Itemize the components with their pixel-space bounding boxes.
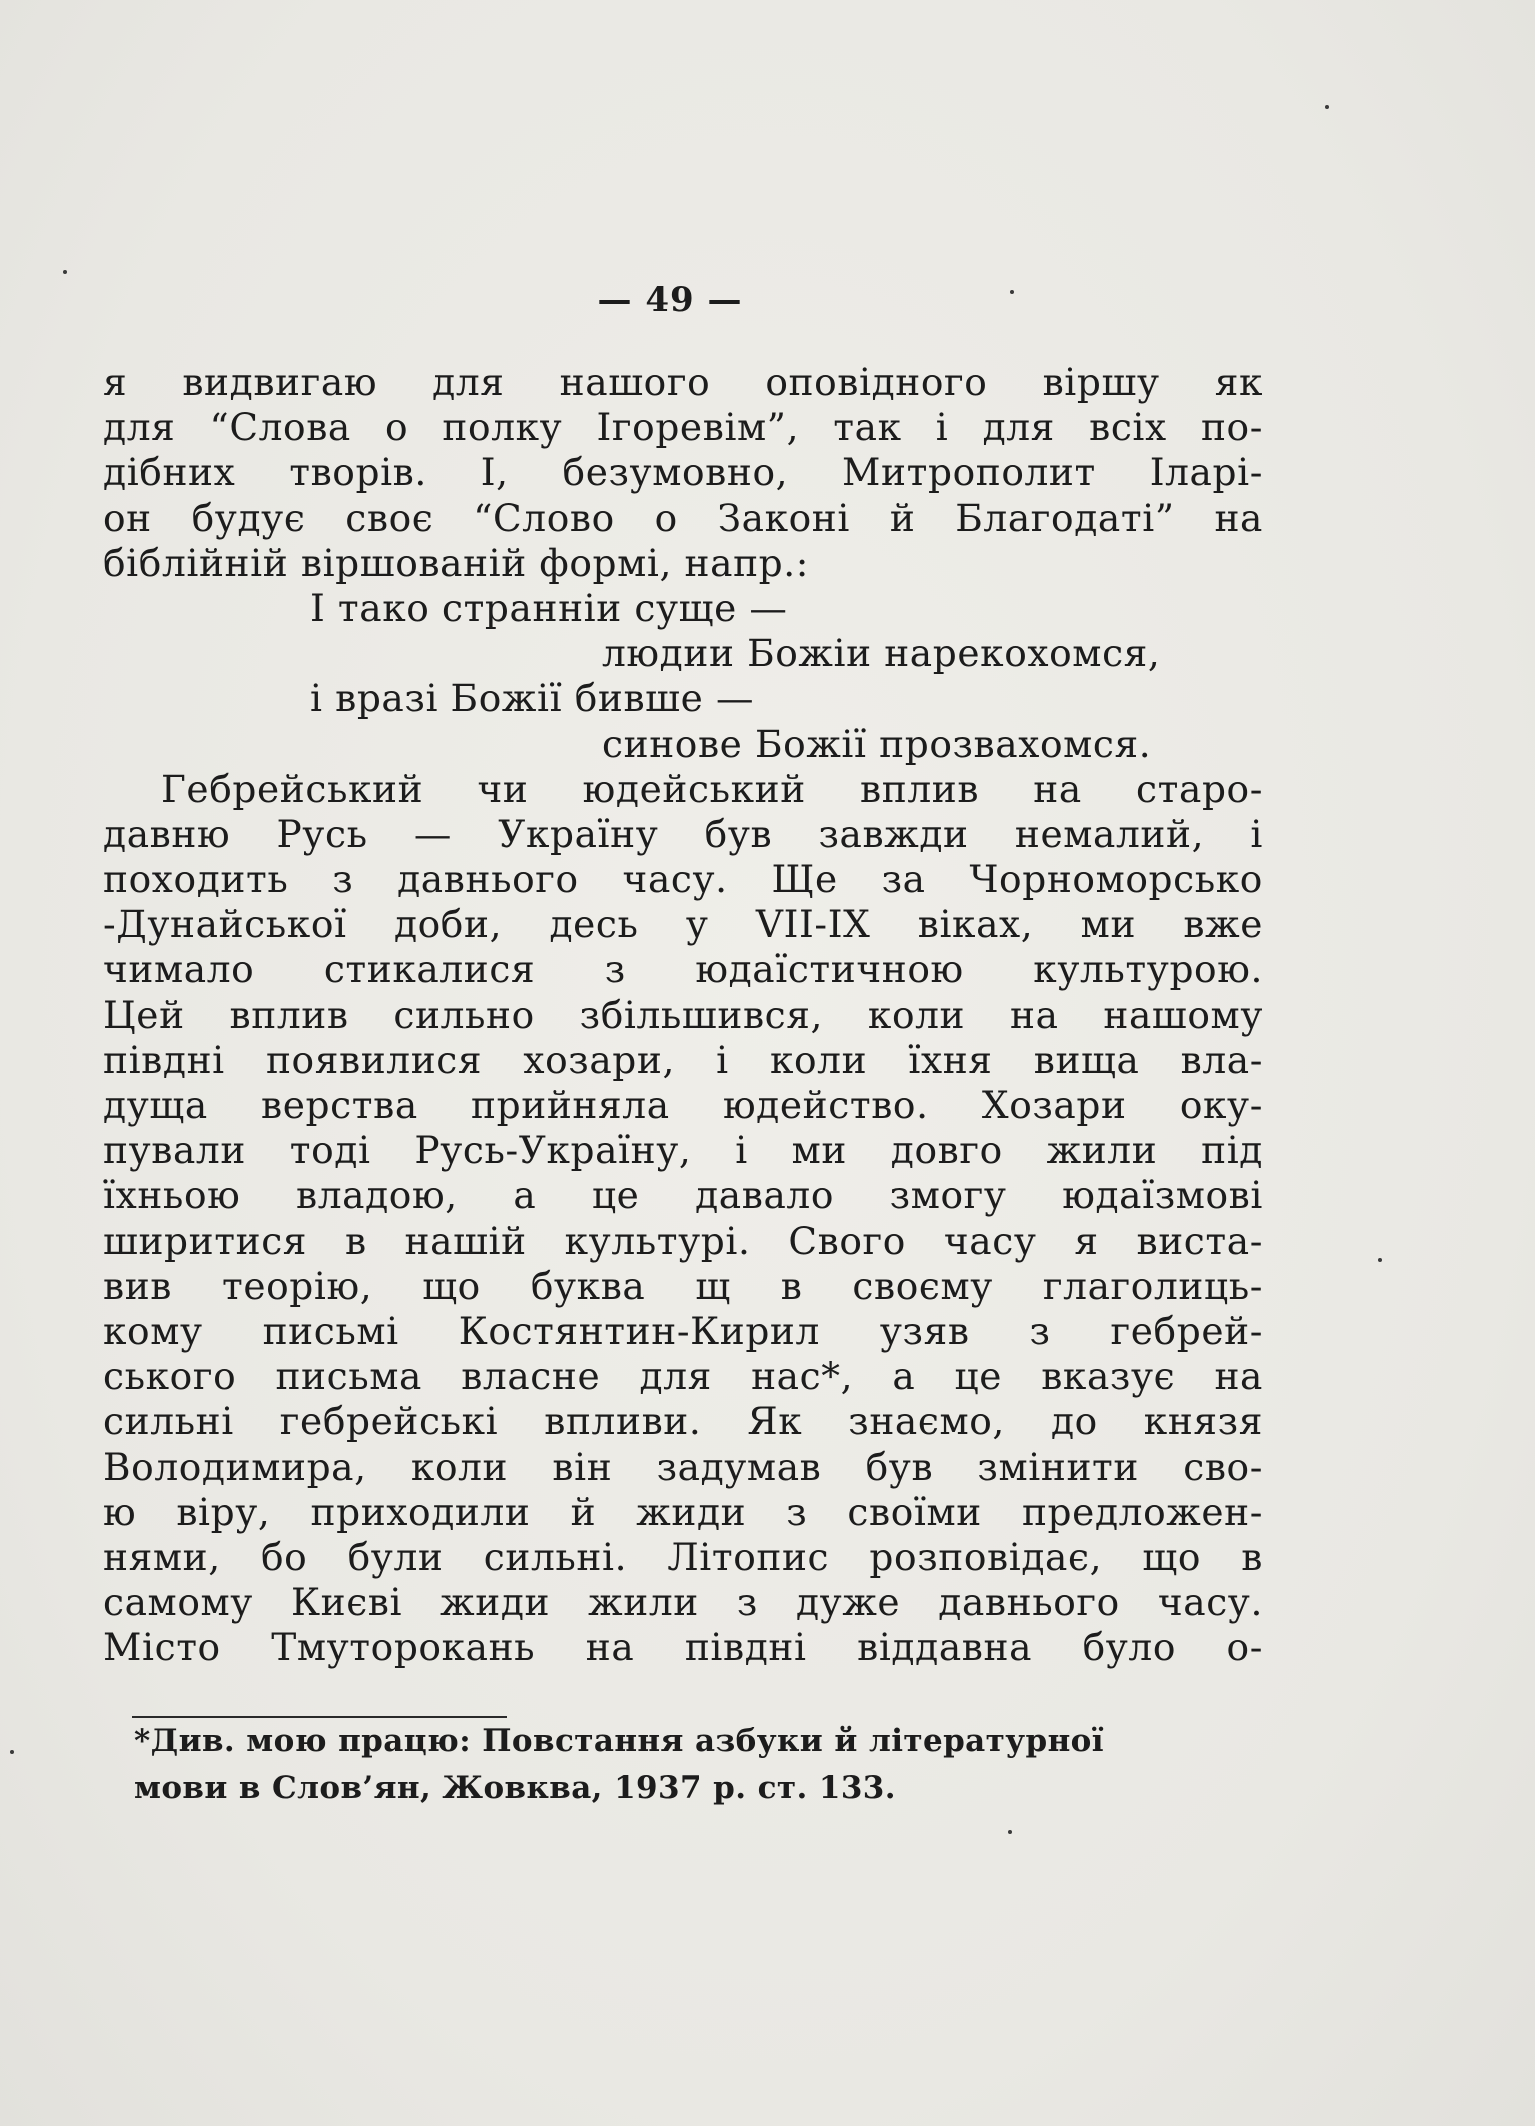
text-line: півдні появилися хозари, і коли їхня вища вла- xyxy=(103,1037,1263,1082)
text-line: -Дунайської доби, десь у VII-IX віках, ми вже xyxy=(103,902,1263,947)
text-line: сильні гебрейські впливи. Як знаємо, до князя xyxy=(103,1399,1263,1444)
text-line: самому Києві жиди жили з дуже давнього часу. xyxy=(103,1580,1263,1625)
main-text xyxy=(103,360,1263,1670)
text-line: ського письма власне для нас*, а це вказує на xyxy=(103,1354,1263,1399)
text-line: дібних творів. І, безумовно, Митрополит Іларі- xyxy=(103,450,1263,495)
text-line: он будує своє “Слово о Законі й Благодаті” на xyxy=(103,495,1263,540)
verse-line: І тако странніи суще — xyxy=(310,585,788,630)
paper-speck xyxy=(10,1750,14,1754)
verse-line: синове Божії прозвахомся. xyxy=(602,721,1152,766)
verse-line: і вразі Божії бивше — xyxy=(310,676,755,721)
paper-speck xyxy=(1378,1258,1382,1262)
text-line: давню Русь — Україну був завжди немалий, і xyxy=(103,811,1263,856)
text-line: для “Слова о полку Ігоревім”, так і для всіх по- xyxy=(103,405,1263,450)
text-line: Місто Тмуторокань на півдні віддавна було о- xyxy=(103,1625,1263,1670)
text-line: Цей вплив сильно збільшився, коли на нашому xyxy=(103,992,1263,1037)
text-line: біблійній віршованій формі, напр.: xyxy=(103,540,810,585)
paper-speck xyxy=(1008,1830,1012,1834)
text-line: кому письмі Костянтин-Кирил узяв з гебрей- xyxy=(103,1308,1263,1353)
text-line: вив теорію, що буква щ в своєму глаголиць- xyxy=(103,1263,1263,1308)
text-line: нями, бо були сильні. Літопис розповідає, що в xyxy=(103,1534,1263,1579)
paper-speck xyxy=(1010,290,1014,294)
text-line: Володимира, коли він задумав був змінити сво- xyxy=(103,1444,1263,1489)
text-line: їхньою владою, а це давало змогу юдаїзмові xyxy=(103,1173,1263,1218)
paragraph-first-line: Гебрейський чи юдейський вплив на старо- xyxy=(161,766,1263,811)
footnote-line: *Див. мою працю: Повстання азбуки й літературної xyxy=(134,1723,1104,1759)
text-line: ширитися в нашій культурі. Свого часу я виста- xyxy=(103,1218,1263,1263)
text-line: походить з давнього часу. Ще за Чорноморсько xyxy=(103,857,1263,902)
paper-speck xyxy=(63,270,67,274)
verse-line: людии Божіи нарекохомся, xyxy=(602,631,1161,676)
text-line: ю віру, приходили й жиди з своїми предложен- xyxy=(103,1489,1263,1534)
footnote-line: мови в Слов’ян, Жовква, 1937 р. ст. 133. xyxy=(134,1770,896,1806)
text-line: чимало стикалися з юдаїстичною культурою. xyxy=(103,947,1263,992)
footnote xyxy=(134,1718,1284,1812)
text-line: дуща верства прийняла юдейство. Хозари оку- xyxy=(103,1083,1263,1127)
paper-speck xyxy=(1325,105,1329,109)
text-line: пували тоді Русь-Україну, і ми довго жили під xyxy=(103,1128,1263,1173)
page-number: — 49 — xyxy=(597,280,743,320)
text-line: я видвигаю для нашого оповідного віршу як xyxy=(103,360,1263,404)
